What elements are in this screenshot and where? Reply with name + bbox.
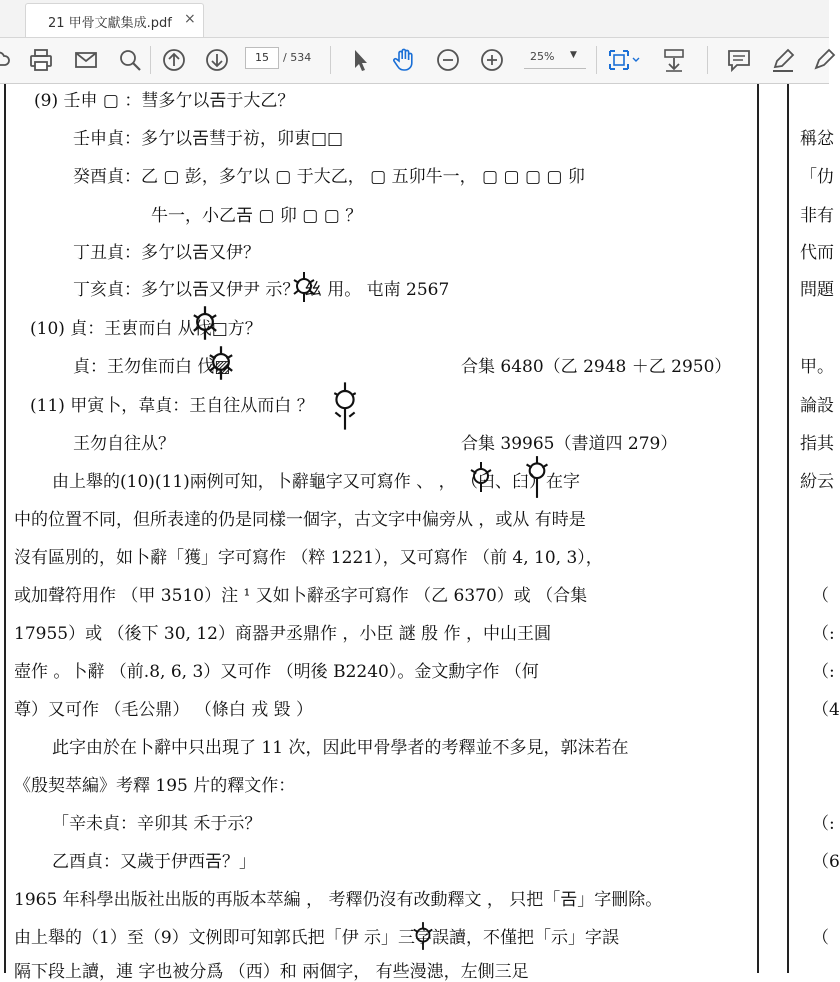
citation: 合集 39965（書道四 279） [461, 434, 678, 454]
highlight-pen-icon[interactable] [769, 46, 797, 74]
document-tab[interactable] [25, 3, 204, 37]
paragraph-line: 隔下段上讀，連 字也被分爲 （西）和 兩個字， 有些漫漶，左側三足 [14, 962, 529, 982]
right-column-text: 問題 [800, 280, 834, 300]
page-border-right [757, 84, 759, 973]
toolbar-separator [330, 46, 331, 74]
toolbar-separator [707, 46, 708, 74]
oracle-glyph-icon [330, 380, 360, 432]
paragraph-line: 《殷契萃編》考釋 195 片的釋文作： [14, 776, 296, 796]
paragraph-line: 此字由於在卜辭中只出現了 11 次，因此甲骨學者的考釋並不多見，郭沫若在 [52, 738, 629, 758]
zoom-out-icon[interactable] [434, 46, 462, 74]
comment-icon[interactable] [725, 46, 753, 74]
oracle-glyph-icon [466, 460, 496, 494]
scroll-mode-icon[interactable] [660, 46, 688, 74]
right-column-text: 指其 [800, 434, 834, 454]
close-icon[interactable]: × [184, 11, 196, 27]
paragraph-line: 17955）或 （後下 30, 12）商器尹丞鼎作 ，小臣 謎 殷 作 ，中山王圓 [14, 624, 551, 644]
print-icon[interactable] [27, 46, 55, 74]
text-line: (10) 貞：王叀而白 从伐□方？ [30, 319, 262, 339]
document-viewport[interactable] [0, 84, 840, 982]
toolbar-separator [596, 46, 597, 74]
right-column-text: （ [812, 586, 829, 606]
right-column-text: （: [812, 814, 835, 834]
right-column-text: （ [812, 928, 829, 948]
chevron-down-icon: ▼ [570, 50, 577, 60]
right-column-text: 甲。 [800, 357, 834, 377]
paragraph-line: 尊）又可作 （毛公鼎） （條白 戎 毀 ） [14, 700, 314, 720]
text-line: 壬申貞：多亇以𢀛彗于祊，卯叀□□ [73, 129, 344, 149]
oracle-glyph-icon [188, 304, 222, 342]
quote-line: 「辛未貞：辛卯其 禾于示？ [52, 814, 262, 834]
right-column-text: 「仂 [800, 167, 834, 187]
search-icon[interactable] [116, 46, 144, 74]
citation: 合集 6480（乙 2948 ＋乙 2950） [461, 357, 732, 377]
paragraph-line: 1965 年科學出版社出版的再版本萃編 ， 考釋仍沒有改動釋文 ， 只把「𢀛」字刪除。 [14, 890, 663, 910]
select-arrow-icon[interactable] [346, 46, 374, 74]
oracle-glyph-icon [410, 919, 436, 953]
paragraph-line: 沒有區別的，如卜辭「獲」字可寫作 （粹 1221），又可寫作 （前 4, 10, 3）， [14, 548, 603, 568]
right-column-text: 稱忿 [800, 129, 834, 149]
page-down-icon[interactable] [203, 46, 231, 74]
oracle-glyph-icon [204, 344, 238, 382]
page-up-icon[interactable] [160, 46, 188, 74]
right-column-text: 論設 [800, 396, 834, 416]
text-line: 貞：王勿隹而白 伐▨ [73, 357, 231, 377]
right-column-text: （4 [812, 700, 840, 720]
right-column-text: 非有 [800, 206, 834, 226]
text-line: 癸酉貞：乙 ▢ 彭，多亇以 ▢ 于大乙， ▢ 五卯牛一， ▢ ▢ ▢ ▢ 卯 [73, 167, 585, 187]
paragraph-line: 壺作 。卜辭 （前.8, 6, 3）又可作 （明後 B2240）。金文勳字作 （何 [14, 662, 539, 682]
paragraph-line: 中的位置不同，但所表達的仍是同樣一個字，古文字中偏旁从 ，或从 有時是 [14, 510, 586, 530]
paragraph-line: 由上舉的（1）至（9）文例即可知郭氏把「伊 示」三字誤讀，不僅把「示」字誤 [14, 928, 620, 948]
right-column-text: （: [812, 624, 835, 644]
right-column-text: （6 [812, 852, 840, 872]
cloud-icon[interactable] [0, 46, 14, 74]
mail-icon[interactable] [72, 46, 100, 74]
oracle-glyph-icon [522, 454, 552, 500]
text-line: 丁亥貞：多亇以𢀛又伊尹 示？ 𢆶 用。 屯南 2567 [73, 280, 450, 300]
zoom-in-icon[interactable] [478, 46, 506, 74]
page-total: / 534 [283, 51, 312, 64]
text-line: (11) 甲寅卜，韋貞：王自往从而白 ？ [30, 396, 314, 416]
tab-bar [0, 0, 829, 38]
text-line: 丁丑貞：多亇以𢀛又伊？ [73, 243, 260, 263]
next-page-border [787, 84, 789, 973]
right-column-text: 代而 [800, 243, 834, 263]
zoom-select[interactable] [524, 47, 586, 69]
toolbar-separator [150, 46, 151, 74]
fit-page-icon[interactable] [605, 46, 643, 74]
text-line: (9) 壬申 ▢ ：彗多亇以𢀛于大乙？ [34, 91, 295, 111]
quote-line: 乙酉貞：又歲于伊西𢀛？」 [52, 852, 256, 872]
paragraph-line: 或加聲符用作 （甲 3510）注 ¹ 又如卜辭丞字可寫作 （乙 6370）或 （合集 [14, 586, 588, 606]
right-column-text: 紛云 [800, 472, 834, 492]
zoom-value: 25% [530, 50, 555, 63]
right-column-text: （: [812, 662, 835, 682]
text-line: 牛一，小乙𢀛 ▢ 卯 ▢ ▢ ？ [151, 206, 363, 226]
text-line: 王勿自往从？ [73, 434, 175, 454]
hand-icon[interactable] [390, 46, 418, 74]
page-number-input[interactable]: 15 [245, 47, 279, 69]
oracle-glyph-icon [290, 270, 318, 304]
sign-icon[interactable] [812, 46, 840, 74]
toolbar [0, 38, 829, 84]
tab-title: 21 甲骨文獻集成.pdf [48, 16, 172, 31]
paragraph-line: 由上舉的(10)(11)兩例可知，卜辭龜字又可寫作 、 ， （臼、𦥑）在字 [52, 472, 581, 492]
page-border-left [4, 84, 6, 973]
